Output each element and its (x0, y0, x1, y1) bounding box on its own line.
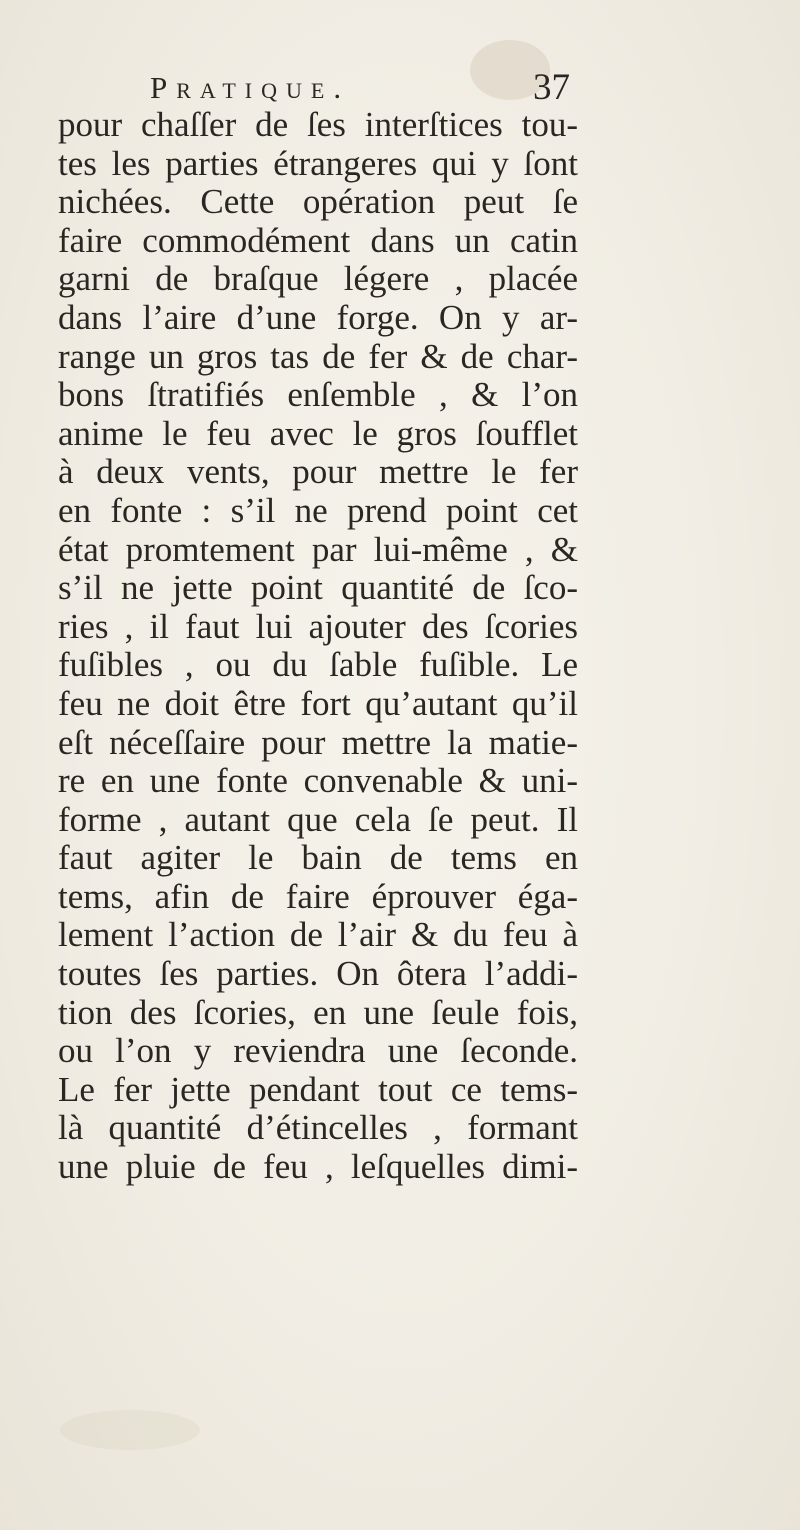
text-line: tes les parties étrangeres qui y ſont (58, 143, 578, 183)
text-line: range un gros tas de fer & de char- (58, 336, 578, 376)
text-line: nichées. Cette opération peut ſe (58, 182, 578, 222)
text-line: ou l’on y reviendra une ſeconde. (58, 1031, 578, 1071)
text-line: Le fer jette pendant tout ce tems- (58, 1069, 578, 1109)
text-line: lement l’action de l’air & du feu à (58, 915, 578, 955)
text-line: s’il ne jette point quantité de ſco- (58, 568, 578, 608)
paper-stain (60, 1410, 200, 1450)
text-line: pour chaſſer de ſes interſtices tou- (58, 105, 578, 144)
text-line: dans l’aire d’une forge. On y ar- (58, 297, 578, 337)
text-line: état promtement par lui-même , & (58, 529, 578, 569)
running-title: Pratique. (150, 70, 351, 105)
text-line: faire commodément dans un catin (58, 220, 578, 260)
page-header (150, 68, 570, 108)
text-line: en fonte : s’il ne prend point cet (58, 490, 578, 530)
text-line: feu ne doit être fort qu’autant qu’il (58, 683, 578, 723)
text-line: tion des ſcories, en une ſeule fois, (58, 992, 578, 1032)
text-line: anime le feu avec le gros ſoufflet (58, 413, 578, 453)
text-line: ries , il faut lui ajouter des ſcories (58, 606, 578, 646)
page-number: 37 (533, 67, 570, 108)
text-line: là quantité d’étincelles , formant (58, 1108, 578, 1148)
text-line: fuſibles , ou du ſable fuſible. Le (58, 645, 578, 685)
text-line: bons ſtratifiés enſemble , & l’on (58, 375, 578, 415)
text-line: faut agiter le bain de tems en (58, 838, 578, 878)
body-text (58, 106, 578, 1187)
text-line: forme , autant que cela ſe peut. Il (58, 799, 578, 839)
text-line: à deux vents, pour mettre le fer (58, 452, 578, 492)
text-line: garni de braſque légere , placée (58, 259, 578, 299)
text-line: eſt néceſſaire pour mettre la matie- (58, 722, 578, 762)
text-line: tems, afin de faire éprouver éga- (58, 876, 578, 916)
text-line: toutes ſes parties. On ôtera l’addi- (58, 954, 578, 994)
text-line: une pluie de feu , leſquelles dimi- (58, 1147, 578, 1187)
text-line: re en une fonte convenable & uni- (58, 761, 578, 801)
